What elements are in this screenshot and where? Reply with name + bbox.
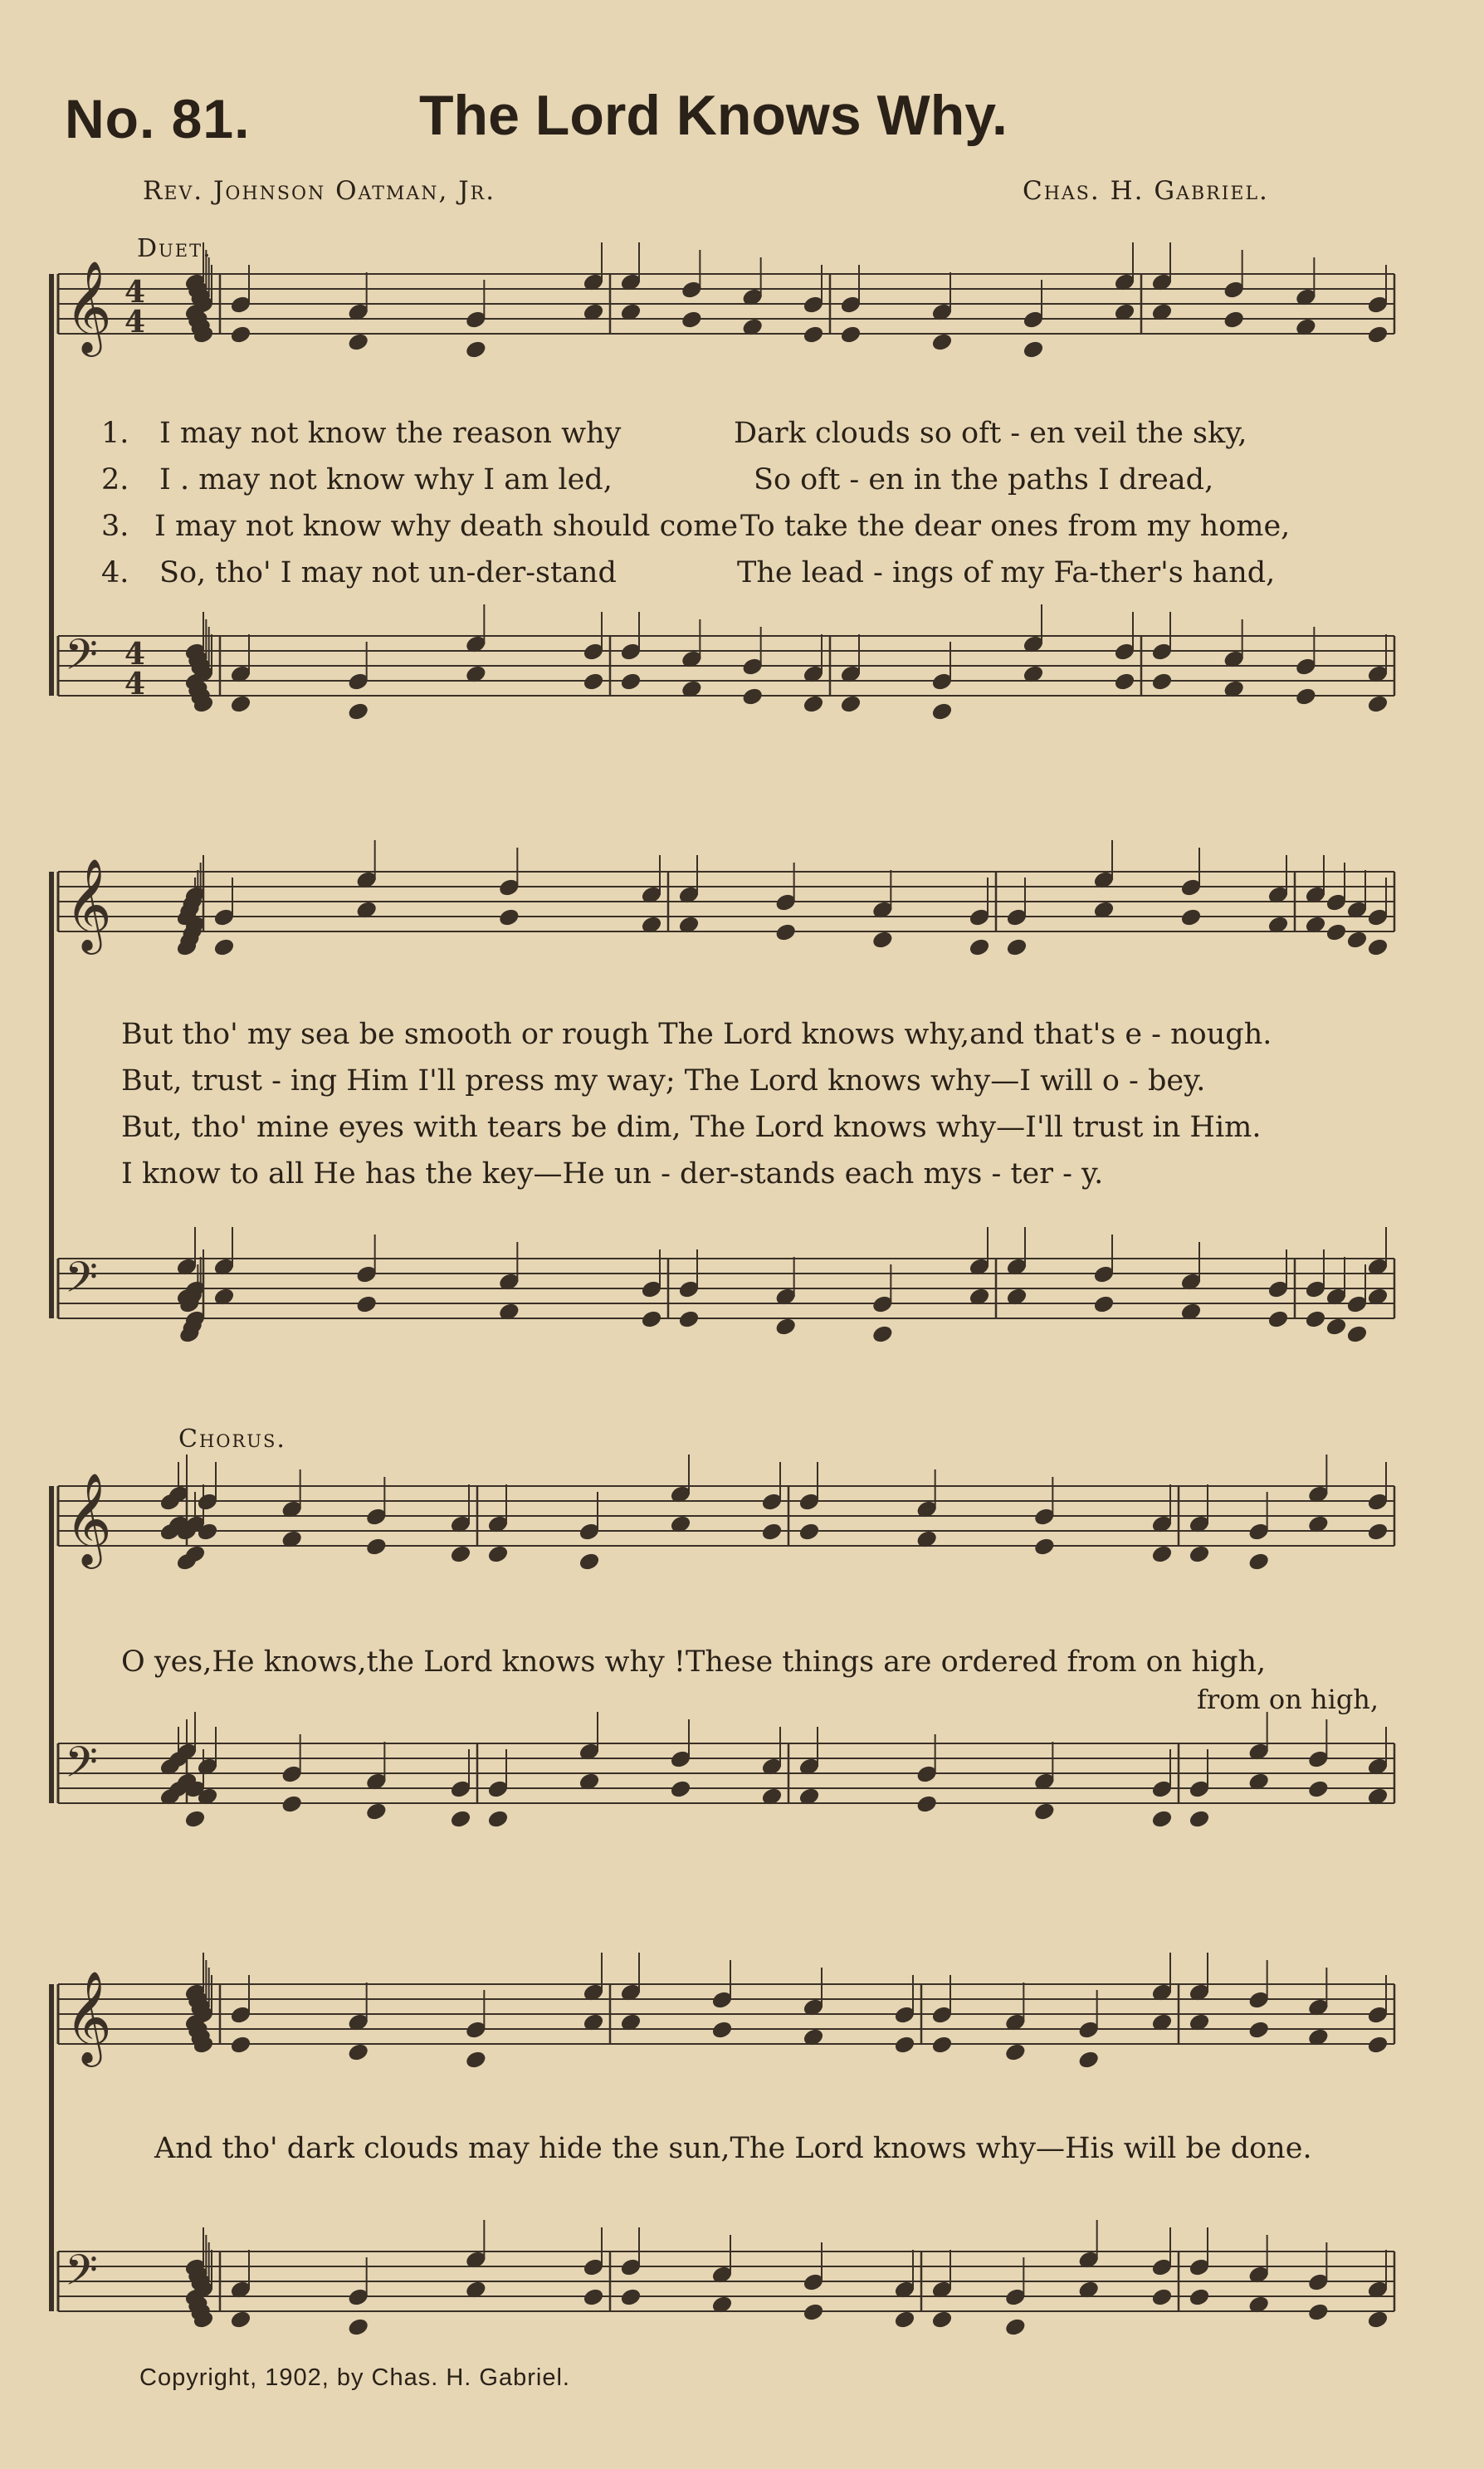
notehead <box>969 937 991 957</box>
notehead <box>1247 2020 1270 2040</box>
notehead <box>761 1522 783 1542</box>
notehead <box>1151 2287 1174 2307</box>
notehead <box>1367 1522 1389 1542</box>
notehead <box>915 1794 938 1814</box>
notehead <box>465 2050 487 2070</box>
notehead <box>1077 2050 1100 2070</box>
notehead <box>1367 2035 1389 2055</box>
notehead <box>641 1309 663 1329</box>
notehead <box>711 2020 734 2040</box>
notehead <box>1189 2287 1211 2307</box>
notehead <box>465 340 487 359</box>
notehead <box>1247 1552 1270 1572</box>
chorus-line: And tho' dark clouds may hide the sun,The Lord knows why—His will be done. <box>154 2132 1312 2165</box>
notehead <box>774 922 797 942</box>
treble-clef-icon: 𝄞 <box>65 1970 112 2063</box>
verse-line: I may not know why death should come <box>154 510 739 543</box>
notehead <box>498 907 520 927</box>
treble-clef-icon: 𝄞 <box>65 260 112 353</box>
notehead <box>894 2035 916 2055</box>
time-signature-top: 4 <box>124 275 146 310</box>
notehead <box>871 1324 894 1344</box>
notehead <box>184 1809 207 1829</box>
copyright-notice: Copyright, 1902, by Chas. H. Gabriel. <box>139 2364 570 2391</box>
notehead <box>365 1802 388 1821</box>
notehead <box>583 672 605 692</box>
notehead <box>230 694 252 714</box>
notehead <box>894 2310 916 2330</box>
notehead <box>931 2310 954 2330</box>
notehead <box>1367 325 1389 345</box>
notehead <box>741 687 764 706</box>
notehead <box>1367 694 1389 714</box>
notehead <box>931 702 954 721</box>
notehead <box>450 1809 472 1829</box>
notehead <box>230 2035 252 2055</box>
notehead <box>1004 2317 1027 2337</box>
notehead <box>347 332 369 352</box>
notehead <box>670 1779 692 1799</box>
notehead <box>1307 1779 1330 1799</box>
notehead <box>583 2287 605 2307</box>
lyricist-credit: Rev. Johnson Oatman, Jr. <box>143 176 496 206</box>
notehead <box>1151 1809 1174 1829</box>
chorus-line: O yes,He knows,the Lord knows why !These things are ordered from on high, <box>121 1645 1267 1679</box>
notehead <box>1023 340 1045 359</box>
notehead <box>1223 310 1245 330</box>
notehead <box>1325 922 1348 942</box>
notehead <box>1180 907 1203 927</box>
notehead <box>1346 1324 1369 1344</box>
verse-line: I may not know the reason why <box>159 417 622 450</box>
notehead <box>1367 2310 1389 2330</box>
notehead <box>1093 1294 1115 1314</box>
time-signature-bottom: 4 <box>124 667 146 702</box>
verse-line: To take the dear ones from my home, <box>740 510 1291 543</box>
notehead <box>620 2287 642 2307</box>
notehead <box>803 694 825 714</box>
verse-line: So oft - en in the paths I dread, <box>754 463 1214 496</box>
notehead <box>798 1522 821 1542</box>
notehead <box>678 1309 701 1329</box>
bass-clef-icon: 𝄢 <box>65 1252 98 1313</box>
chorus-echo: from on high, <box>1197 1684 1379 1715</box>
notehead <box>803 2302 825 2322</box>
notehead <box>1033 1537 1056 1557</box>
notehead <box>620 672 642 692</box>
verse-number: 4. <box>101 556 129 589</box>
notehead <box>1151 1544 1174 1564</box>
chorus-label: Chorus. <box>178 1425 286 1454</box>
notehead <box>281 1794 303 1814</box>
notehead <box>347 2042 369 2062</box>
verse-line: Dark clouds so oft - en veil the sky, <box>734 417 1247 450</box>
treble-clef-icon: 𝄞 <box>65 858 112 951</box>
notehead <box>347 702 369 721</box>
notehead <box>450 1544 472 1564</box>
notehead <box>1367 937 1389 957</box>
verse-line: The lead - ings of my Fa-ther's hand, <box>737 556 1276 589</box>
time-signature-bottom: 4 <box>124 305 146 340</box>
verse-number: 3. <box>101 510 129 543</box>
verse-line: I know to all He has the key—He un - der-stands each mys - ter - y. <box>121 1157 1104 1190</box>
verse-number: 1. <box>101 417 129 450</box>
notehead <box>487 1544 510 1564</box>
verse-line: But tho' my sea be smooth or rough The Lord knows why,and that's e - nough. <box>121 1018 1272 1051</box>
notehead <box>1325 1317 1348 1337</box>
notehead <box>1189 1544 1211 1564</box>
notehead <box>1004 2042 1027 2062</box>
notehead <box>365 1537 388 1557</box>
notehead <box>213 937 236 957</box>
hymn-number: No. 81. <box>65 88 251 149</box>
hymn-title: The Lord Knows Why. <box>419 84 1008 147</box>
notehead <box>840 694 862 714</box>
notehead <box>1346 930 1369 950</box>
time-signature-top: 4 <box>124 637 146 672</box>
notehead <box>931 332 954 352</box>
notehead <box>230 2310 252 2330</box>
notehead <box>803 325 825 345</box>
verse-number: 2. <box>101 463 129 496</box>
notehead <box>1151 672 1174 692</box>
verse-line: But, trust - ing Him I'll press my way; The Lord knows why—I will o - bey. <box>121 1064 1206 1098</box>
notehead <box>1114 672 1136 692</box>
notehead <box>840 325 862 345</box>
notehead <box>1307 2302 1330 2322</box>
notehead <box>487 1809 510 1829</box>
notehead <box>1295 687 1317 706</box>
notehead <box>578 1552 601 1572</box>
notehead <box>1006 937 1028 957</box>
bass-clef-icon: 𝄢 <box>65 2245 98 2305</box>
notehead <box>871 930 894 950</box>
notehead <box>1189 1809 1211 1829</box>
notehead <box>1033 1802 1056 1821</box>
notehead <box>347 2317 369 2337</box>
notehead <box>931 2035 954 2055</box>
verse-line: But, tho' mine eyes with tears be dim, The Lord knows why—I'll trust in Him. <box>121 1111 1262 1144</box>
verse-line: So, tho' I may not un-der-stand <box>159 556 617 589</box>
duet-label: Duet. <box>137 234 212 263</box>
notehead <box>230 325 252 345</box>
bass-clef-icon: 𝄢 <box>65 1737 98 1797</box>
notehead <box>681 310 703 330</box>
treble-clef-icon: 𝄞 <box>65 1472 112 1565</box>
verse-line: I . may not know why I am led, <box>159 463 613 496</box>
notehead <box>1267 1309 1290 1329</box>
bass-clef-icon: 𝄢 <box>65 629 98 690</box>
notehead <box>355 1294 378 1314</box>
notehead <box>1305 1309 1327 1329</box>
composer-credit: Chas. H. Gabriel. <box>1023 176 1269 206</box>
notehead <box>774 1317 797 1337</box>
